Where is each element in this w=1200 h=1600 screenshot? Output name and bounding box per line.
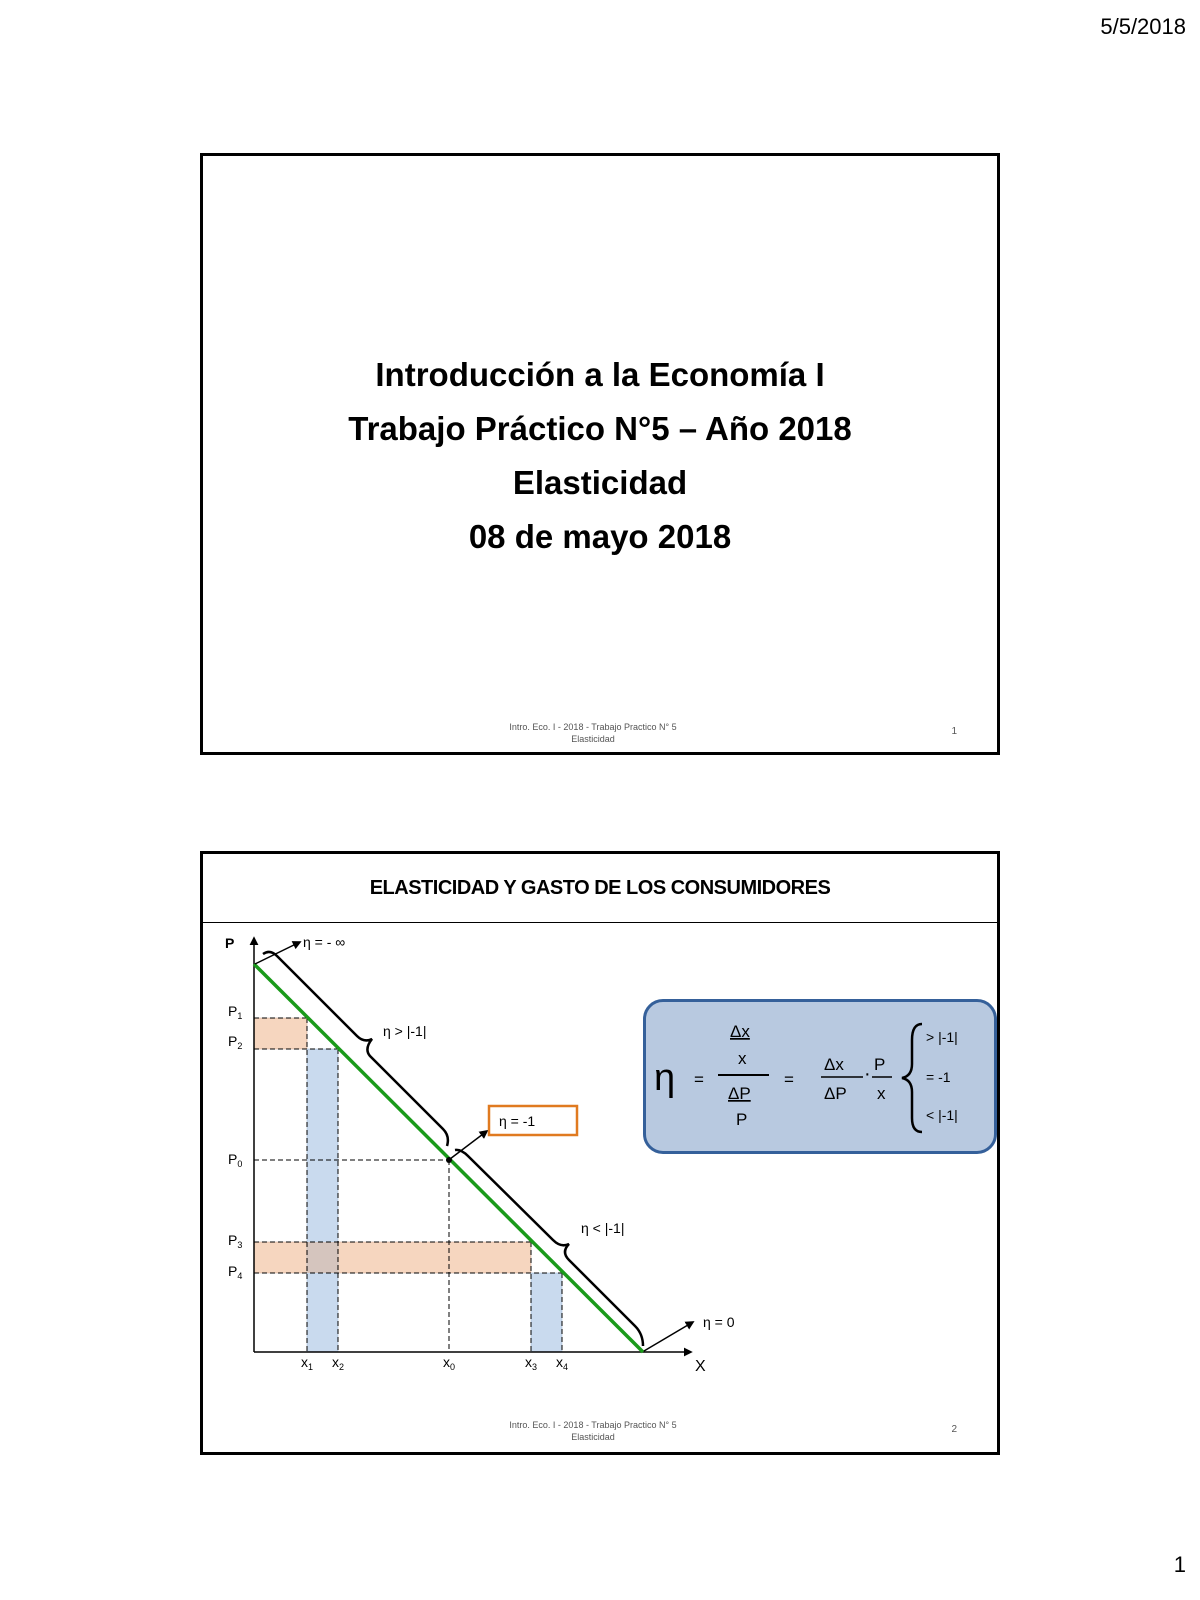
upper-price-band	[254, 1018, 307, 1049]
formula-p-denominator: P	[736, 1110, 748, 1129]
slide-2-footer	[443, 1419, 743, 1443]
footer-line-1: Intro. Eco. I - 2018 - Trabajo Practico N° 5	[509, 1420, 677, 1430]
right-quantity-band	[531, 1273, 562, 1352]
left-quantity-band	[307, 1049, 338, 1352]
quantity-label-x1: $x_1$	[301, 1354, 314, 1372]
elasticity-formula-box	[643, 999, 997, 1154]
price-label-p4: $P_4$	[228, 1263, 243, 1281]
title-line-assignment: Trabajo Práctico N°5 – Año 2018	[348, 410, 852, 447]
eta-inelastic-label: η < |-1|	[581, 1220, 625, 1236]
quantity-label-x4: $x_4$	[556, 1354, 569, 1372]
eta-zero-arrow	[644, 1322, 693, 1351]
x-axis-label: X	[695, 1358, 706, 1375]
footer-line-1: Intro. Eco. I - 2018 - Trabajo Practico N° 5	[509, 722, 677, 732]
price-label-p1: $P_1$	[228, 1003, 243, 1021]
slide-1-number: 1	[951, 726, 957, 737]
formula-delta-p: ΔP	[728, 1084, 751, 1103]
title-line-topic: Elasticidad	[512, 464, 688, 501]
y-axis-label: P	[225, 935, 235, 951]
formula-case-inelastic: < |-1|	[926, 1107, 958, 1123]
slide-1	[200, 153, 1000, 755]
dashed-guides	[254, 1018, 562, 1352]
formula-equals-2: =	[784, 1070, 794, 1089]
eta-unit-label: η = -1	[499, 1113, 536, 1129]
quantity-label-x0: $x_0$	[443, 1354, 456, 1372]
eta-infinite-arrow	[255, 942, 300, 964]
lower-price-band	[254, 1242, 531, 1273]
formula-x-right: x	[877, 1084, 886, 1103]
elasticity-formula	[646, 1002, 994, 1151]
formula-case-unit: = -1	[926, 1069, 951, 1085]
quantity-label-x3: $x_3$	[525, 1354, 538, 1372]
footer-line-2: Elasticidad	[571, 1432, 615, 1442]
slide-2-number: 2	[951, 1424, 957, 1435]
formula-delta-x-right: Δx	[824, 1055, 844, 1074]
slide-2	[200, 851, 1000, 1455]
slide-2-title: ELASTICIDAD Y GASTO DE LOS CONSUMIDORES	[203, 854, 997, 923]
quantity-label-x2: $x_2$	[332, 1354, 345, 1372]
eta-elastic-label: η > |-1|	[383, 1023, 427, 1039]
price-label-p2: $P_2$	[228, 1033, 243, 1051]
price-label-p3: $P_3$	[228, 1232, 243, 1250]
formula-delta-x-top: Δx	[730, 1022, 750, 1041]
price-label-p0: $P_0$	[228, 1151, 243, 1169]
slide-1-footer	[443, 721, 743, 745]
formula-dot: ·	[864, 1063, 871, 1085]
page-date: 5/5/2018	[1100, 14, 1186, 39]
formula-x-denominator: x	[738, 1049, 747, 1068]
eta-zero-label: η = 0	[703, 1314, 735, 1330]
formula-p-right: P	[874, 1055, 886, 1074]
slide-1-title	[203, 348, 997, 564]
band-overlap	[307, 1242, 338, 1273]
formula-cases-brace	[902, 1024, 922, 1132]
title-line-course: Introducción a la Economía I	[375, 356, 825, 393]
footer-line-2: Elasticidad	[571, 734, 615, 744]
formula-case-elastic: > |-1|	[926, 1029, 958, 1045]
title-line-date: 08 de mayo 2018	[468, 518, 732, 555]
formula-equals-1: =	[694, 1070, 704, 1089]
eta-infinite-label: η = - ∞	[303, 934, 346, 950]
page-number: 1	[1173, 1552, 1186, 1577]
formula-eta-symbol: η	[654, 1057, 676, 1099]
formula-delta-p-right: ΔP	[824, 1084, 847, 1103]
